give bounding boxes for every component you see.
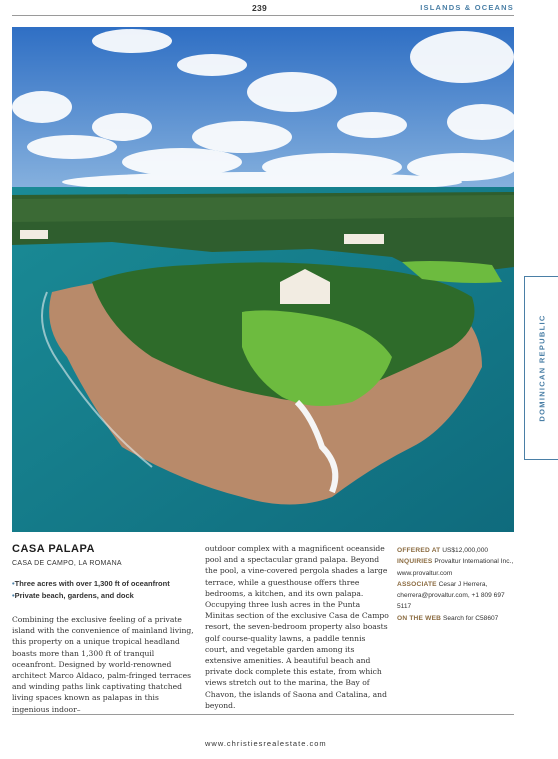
inquiries-label: INQUIRIES: [397, 558, 433, 566]
page-number: 239: [252, 3, 268, 13]
associate-value[interactable]: Cesar J Herrera, cherrera@provaltur.com, +1 809 697 5117: [397, 580, 505, 611]
associate: [397, 579, 517, 613]
on-the-web: [397, 613, 517, 624]
inquiries: [397, 556, 517, 579]
offered-label: OFFERED AT: [397, 547, 441, 554]
country-label: DOMINICAN REPUBLIC: [537, 314, 546, 422]
country-side-tab: [524, 276, 558, 460]
description-column-2: outdoor complex with a magnificent oceanside pool and a spectacular grand palapa. Beyond the pool, a vine-covered pergola shades a large terrace, while a guesthouse offers three bedrooms, a kitchen, and its own palapa. Occupying three lush acres in the Punta Minitas section of the exclusive Casa de Campo resort, the seven-bedroom property also boasts golf course-quality lawns, a paddle tennis court, and vegetable garden among its extensive amenities. A beautiful beach and private dock complete this estate, from which views stretch out to the marina, the Bay of Chavon, the islands of Saona and Catalina, and beyond.: [205, 544, 389, 710]
inquiries-value[interactable]: Provaltur International Inc., www.provaltur.com: [397, 558, 514, 577]
feature-list: [12, 578, 170, 601]
feature-item: • Private beach, gardens, and dock: [12, 590, 170, 602]
footer-rule: [12, 714, 514, 715]
listing-location: CASA DE CAMPO, LA ROMANA: [12, 560, 122, 567]
section-title: ISLANDS & OCEANS: [420, 3, 514, 12]
web-label: ON THE WEB: [397, 614, 442, 622]
property-aerial-photo: [12, 27, 514, 532]
listing-details: [397, 545, 517, 624]
header-rule: [12, 15, 514, 16]
associate-label: ASSOCIATE: [397, 580, 437, 588]
feature-item: • Three acres with over 1,300 ft of oceanfront: [12, 578, 170, 590]
footer-url[interactable]: www.christiesrealestate.com: [205, 739, 327, 748]
offered-value: US$12,000,000: [442, 547, 489, 554]
web-value: Search for C58607: [442, 614, 499, 622]
description-column-1: Combining the exclusive feeling of a private island with the convenience of mainland living, this property on a unique tropical headland boasts more than 1,300 ft of tranquil oceanfront. Designed by world-renowned architect Marco Aldaco, palm-fringed terraces and winding paths link captivating thatched living spaces known as palapas in this ingenious indoor–: [12, 615, 194, 714]
offered-at: [397, 545, 517, 556]
listing-title: CASA PALAPA: [12, 543, 95, 555]
